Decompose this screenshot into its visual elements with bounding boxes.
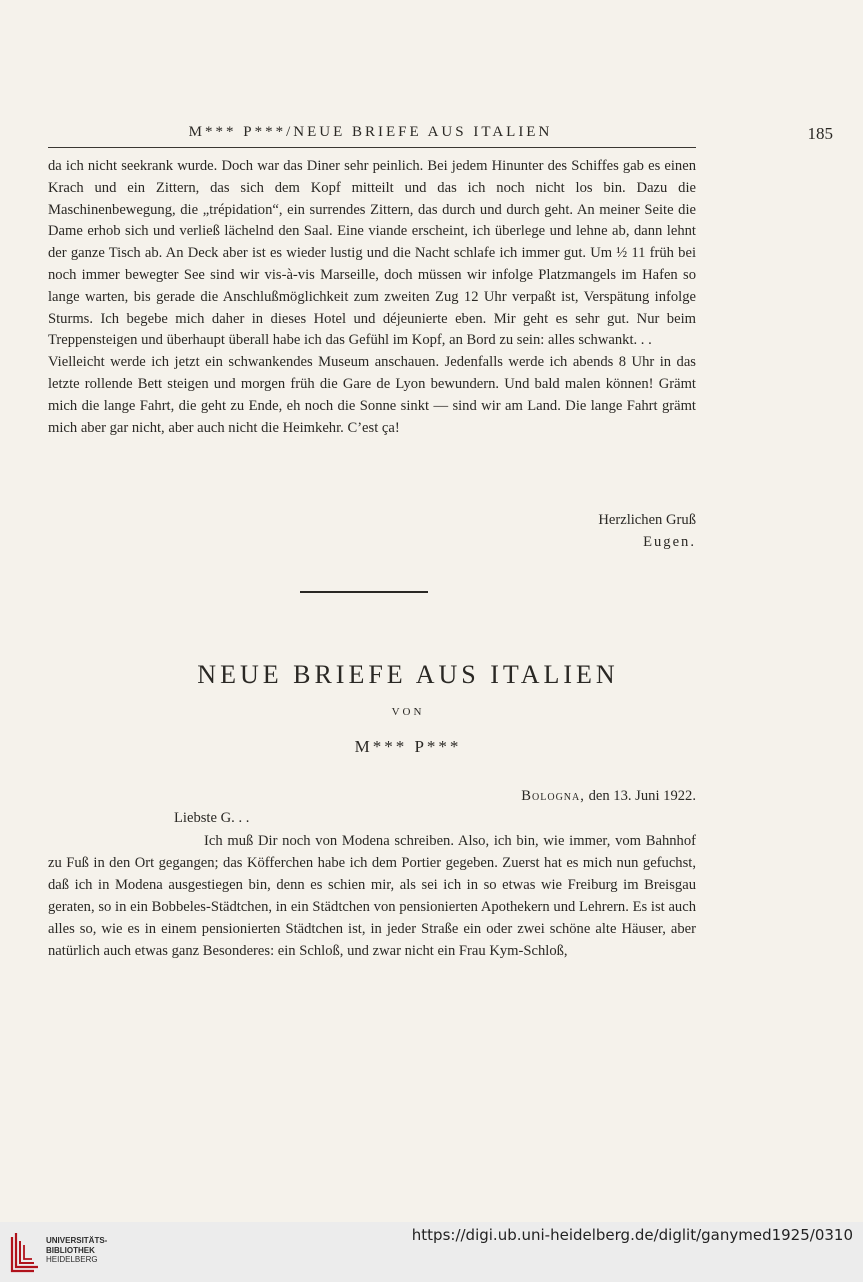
signature: Eugen. — [643, 533, 696, 550]
source-url-link[interactable]: https://digi.ub.uni-heidelberg.de/diglit/ganymed1925/0310 — [411, 1226, 853, 1244]
library-logo-icon[interactable] — [8, 1229, 40, 1275]
first-letter-paragraph-2: Vielleicht werde ich jetzt ein schwankendes Museum anschauen. Jedenfalls werde ich abends 8 Uhr in das letzte rollende Bett steigen und morgen früh die Gare de Lyon bewundern. Und bald malen können! Grämt mich die lange Fahrt, die geht zu Ende, eh noch die Sonne sinkt — sind wir am Land. Die lange Fahrt grämt mich aber gar nicht, aber auch nicht die Heimkehr. C’est ça! — [48, 354, 696, 436]
section-title: NEUE BRIEFE AUS ITALIEN — [197, 660, 619, 689]
dateline-date: den 13. Juni 1922. — [588, 788, 696, 804]
logo-line-1: UNIVERSITÄTS- — [46, 1236, 108, 1245]
dateline — [48, 788, 696, 805]
logo-line-3: HEIDELBERG — [46, 1255, 98, 1264]
first-letter-body — [48, 156, 696, 439]
first-letter-closing — [48, 510, 696, 554]
library-logo-text[interactable] — [46, 1236, 107, 1265]
byline-von: VON — [391, 706, 425, 718]
running-title: M*** P***/NEUE BRIEFE AUS ITALIEN — [188, 124, 553, 140]
byline-author: M*** P*** — [354, 737, 462, 756]
closing-greeting: Herzlichen Gruß — [598, 512, 696, 528]
section-divider — [300, 591, 428, 593]
logo-line-2: BIBLIOTHEK — [46, 1245, 95, 1255]
first-letter-paragraph-1: da ich nicht seekrank wurde. Doch war das Diner sehr peinlich. Bei jedem Hinunter des Schiffes gab es einen Krach und ein Zittern, das sich dem Kopf mitteilt und das ich noch nicht los bin. Dazu die Maschinenbewegung, die „trépidation“, ein surrendes Zittern, das durch und durch geht. An meiner Seite die Dame erhob sich und verließ lächelnd den Saal. Eine viande erscheint, ich überlege und lehne ab, dann lehnt der ganze Tisch ab. An Deck aber ist es wieder lustig und die Nacht schlafe ich immer gut. Um ½ 11 früh bei noch immer bewegter See sind wir vis-à-vis Marseille, doch müssen wir infolge Platzmangels im Hafen so lange warten, bis gerade die Anschlußmöglichkeit zum zweiten Zug 12 Uhr verpaßt ist, Verspätung infolge Sturms. Ich begebe mich daher in dieses Hotel und déjeunierte eben. Mir geht es sehr gut. Nur beim Treppensteigen und überhaupt überall habe ich das Gefühl im Kopf, an Bord zu sein: alles schwankt. . . — [48, 158, 696, 349]
header-rule — [48, 147, 696, 148]
second-letter-body — [48, 830, 696, 962]
page-number: 185 — [807, 124, 833, 143]
salutation: Liebste G. . . — [174, 810, 250, 826]
dateline-place: Bologna, — [521, 788, 585, 804]
second-letter-paragraph: Ich muß Dir noch von Modena schreiben. Also, ich bin, wie immer, vom Bahnhof zu Fuß in den Ort gegangen; das Köfferchen habe ich dem Portier gegeben. Zuerst hat es mich nun gefuchst, daß ich in Modena ausgestiegen bin, denn es schien mir, als sei ich in so etwas wie Freiburg im Breisgau geraten, so in ein Bobbeles-Städtchen, in ein Städtchen von pensionierten Apothekern und Lehrern. Es ist auch alles so, wie es in einem pensionierten Städtchen ist, in jeder Straße ein oder zwei schöne alte Häuser, aber natürlich auch etwas ganz Besonderes: ein Schloß, und zwar nicht ein Frau Kym-Schloß, — [48, 833, 696, 959]
